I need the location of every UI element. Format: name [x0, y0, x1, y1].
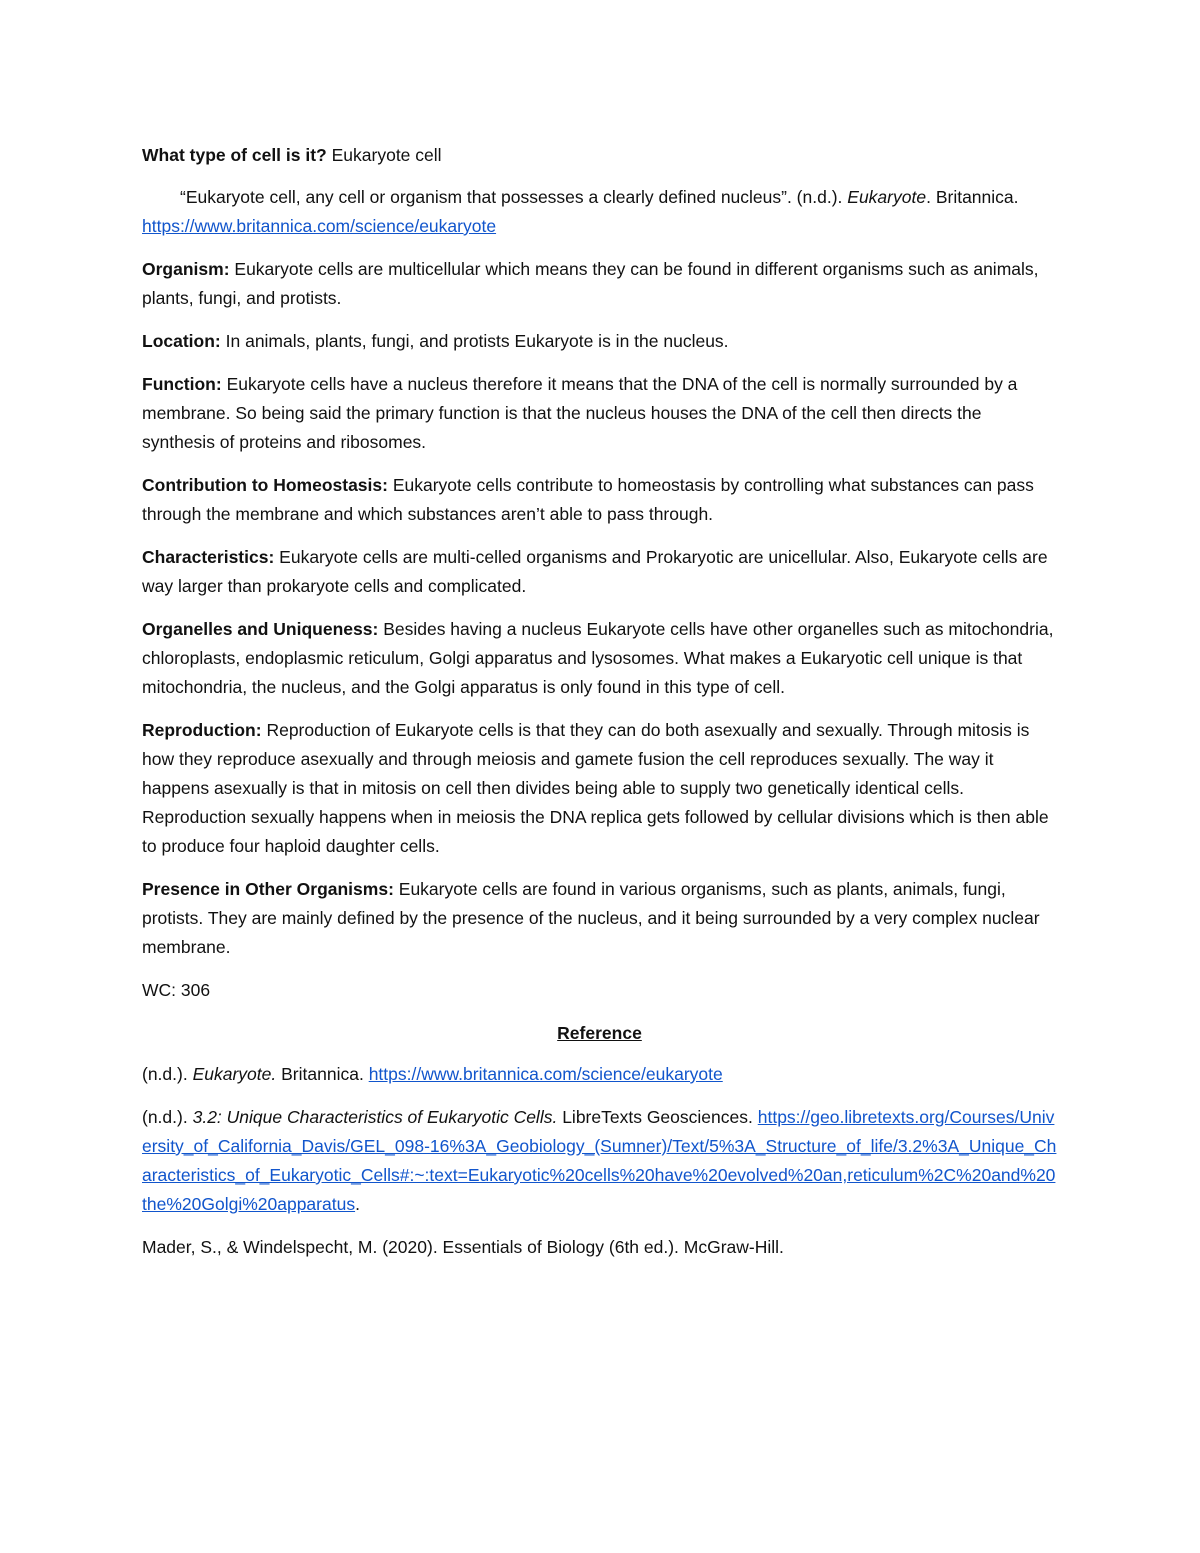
section-characteristics	[142, 543, 1057, 601]
reference-prefix: (n.d.).	[142, 1107, 188, 1127]
section-function	[142, 370, 1057, 457]
section-label: Reproduction:	[142, 720, 262, 740]
reference-title: Eukaryote.	[192, 1064, 277, 1084]
quote-title: Eukaryote	[847, 187, 927, 207]
section-text: Reproduction of Eukaryote cells is that they can do both asexually and sexually. Through mitosis is how they reproduce asexually and through meiosis and gamete fusion the cell reproduces sexually. The way it happens asexually is that in mitosis on cell then divides being able to supply two genetically identical cells. Reproduction sexually happens when in meiosis the DNA replica gets followed by cellular divisions which is then able to produce four haploid daughter cells.	[142, 720, 1049, 856]
section-presence	[142, 875, 1057, 962]
reference-entry	[142, 1103, 1057, 1219]
reference-entry: Mader, S., & Windelspecht, M. (2020). Essentials of Biology (6th ed.). McGraw-Hill.	[142, 1237, 784, 1257]
section-text: In animals, plants, fungi, and protists Eukaryote is in the nucleus.	[225, 331, 729, 351]
section-text: Eukaryote cells are multi-celled organisms and Prokaryotic are unicellular. Also, Eukaryote cells are way larger than prokaryote cells and complicated.	[142, 547, 1048, 596]
quote-paragraph: “Eukaryote cell, any cell or organism that possesses a clearly defined nucleus”. (n.d.). Eukaryote. Britannica. https://www.britannica.com/science/eukaryote	[142, 187, 1019, 236]
reference-prefix: (n.d.).	[142, 1064, 188, 1084]
reference-source: LibreTexts Geosciences.	[562, 1107, 753, 1127]
section-text: Eukaryote cells are found in various organisms, such as plants, animals, fungi, protists. They are mainly defined by the presence of the nucleus, and it being surrounded by a very complex nuclear membrane.	[142, 879, 1040, 957]
section-text: Eukaryote cells contribute to homeostasis by controlling what substances can pass through the membrane and which substances aren’t able to pass through.	[142, 475, 1034, 524]
reference-link[interactable]: https://geo.libretexts.org/Courses/University_of_California_Davis/GEL_098-16%3A_Geobiology_(Sumner)/Text/5%3A_Structure_of_life/3.2%3A_Unique_Characteristics_of_Eukaryotic_Cells#:~:text=Eukaryotic%20cells%20have%20evolved%20an,reticulum%2C%20and%20the%20Golgi%20apparatus	[142, 1107, 1057, 1214]
section-label: Characteristics:	[142, 547, 275, 567]
quote-link[interactable]: https://www.britannica.com/science/eukaryote	[142, 216, 497, 236]
cell-type-label: What type of cell is it?	[142, 145, 327, 165]
section-organelles	[142, 615, 1057, 702]
word-count: WC: 306	[142, 980, 211, 1000]
section-label: Organelles and Uniqueness:	[142, 619, 379, 639]
quote-publisher: Britannica.	[935, 187, 1019, 207]
reference-heading: Reference	[557, 1023, 642, 1043]
section-label: Function:	[142, 374, 222, 394]
section-organism	[142, 255, 1057, 313]
section-label: Presence in Other Organisms:	[142, 879, 394, 899]
section-location	[142, 327, 1057, 356]
reference-source: Britannica.	[281, 1064, 364, 1084]
cell-type-line	[142, 141, 1057, 170]
reference-suffix: .	[355, 1194, 360, 1214]
reference-title: 3.2: Unique Characteristics of Eukaryotic Cells.	[192, 1107, 558, 1127]
reference-link[interactable]: https://www.britannica.com/science/eukaryote	[368, 1064, 723, 1084]
section-label: Contribution to Homeostasis:	[142, 475, 388, 495]
reference-entry	[142, 1060, 1057, 1089]
quote-text: “Eukaryote cell, any cell or organism that possesses a clearly defined nucleus”. (n.d.).	[180, 187, 843, 207]
section-label: Organism:	[142, 259, 230, 279]
section-reproduction	[142, 716, 1057, 861]
document-page	[142, 141, 1057, 1276]
section-label: Location:	[142, 331, 221, 351]
section-text: Eukaryote cells are multicellular which means they can be found in different organisms such as animals, plants, fungi, and protists.	[142, 259, 1039, 308]
section-homeostasis	[142, 471, 1057, 529]
section-text: Eukaryote cells have a nucleus therefore it means that the DNA of the cell is normally surrounded by a membrane. So being said the primary function is that the nucleus houses the DNA of the cell then directs the synthesis of proteins and ribosomes.	[142, 374, 1018, 452]
section-text: Besides having a nucleus Eukaryote cells have other organelles such as mitochondria, chloroplasts, endoplasmic reticulum, Golgi apparatus and lysosomes. What makes a Eukaryotic cell unique is that mitochondria, the nucleus, and the Golgi apparatus is only found in this type of cell.	[142, 619, 1054, 697]
cell-type-answer: Eukaryote cell	[331, 145, 442, 165]
